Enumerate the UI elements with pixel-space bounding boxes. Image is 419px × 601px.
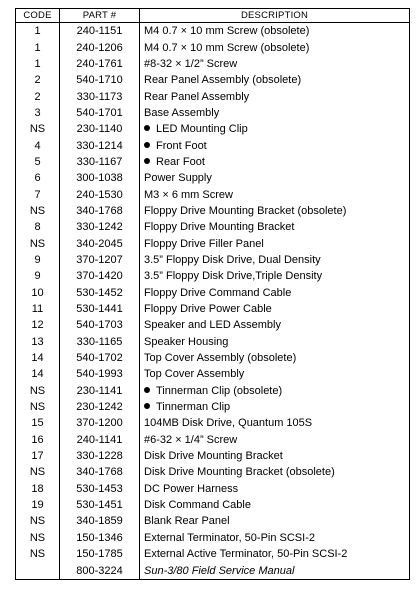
part-number-cell: 540-1701	[60, 105, 140, 121]
description-cell	[140, 268, 410, 284]
description-text: Tinnerman Clip	[156, 401, 231, 414]
description-cell	[140, 186, 410, 202]
part-number-cell: 330-1242	[60, 219, 140, 235]
description-text: Top Cover Assembly (obsolete)	[144, 352, 297, 365]
table-row	[16, 301, 410, 317]
part-number-cell: 340-1768	[60, 464, 140, 480]
description-cell	[140, 366, 410, 382]
part-number-cell: 540-1710	[60, 72, 140, 88]
part-number-cell: 240-1761	[60, 56, 140, 72]
description-text: External Terminator, 50-Pin SCSI-2	[144, 531, 315, 544]
table-row	[16, 252, 410, 268]
bullet-icon	[144, 387, 150, 393]
table-row	[16, 383, 410, 399]
part-number-cell: 370-1420	[60, 268, 140, 284]
part-number-cell: 530-1451	[60, 497, 140, 513]
part-number-cell: 240-1206	[60, 39, 140, 55]
description-text: 3.5” Floppy Disk Drive,Triple Density	[144, 270, 323, 283]
table-row	[16, 350, 410, 366]
part-number-cell: 540-1993	[60, 366, 140, 382]
table-row	[16, 546, 410, 562]
description-text: 104MB Disk Drive, Quantum 105S	[144, 417, 313, 430]
part-number-cell: 370-1207	[60, 252, 140, 268]
description-text: Floppy Drive Filler Panel	[144, 237, 264, 250]
description-text: Speaker and LED Assembly	[144, 319, 281, 332]
header-part-number: PART #	[60, 9, 140, 23]
description-cell	[140, 546, 410, 562]
code-cell: 11	[31, 303, 44, 316]
code-cell: 10	[31, 286, 44, 299]
header-code: CODE	[16, 9, 60, 23]
part-number-cell: 240-1151	[60, 23, 140, 40]
description-cell	[140, 448, 410, 464]
description-cell	[140, 219, 410, 235]
code-cell: NS	[29, 237, 46, 250]
description-cell	[140, 154, 410, 170]
bullet-icon	[144, 158, 150, 164]
description-cell	[140, 121, 410, 137]
table-row	[16, 56, 410, 72]
description-text: Rear Foot	[156, 155, 205, 168]
table-row	[16, 72, 410, 88]
description-text: Power Supply	[144, 172, 212, 185]
table-row	[16, 562, 410, 579]
table-row	[16, 334, 410, 350]
bullet-icon	[144, 403, 150, 409]
part-number-cell: 230-1140	[60, 121, 140, 137]
description-text: 3.5” Floppy Disk Drive, Dual Density	[144, 253, 321, 266]
description-cell	[140, 562, 410, 579]
description-text: #8-32 × 1/2” Screw	[144, 57, 238, 70]
description-text: Floppy Drive Command Cable	[144, 286, 292, 299]
code-cell: 1	[34, 57, 41, 70]
code-cell: 7	[34, 188, 41, 201]
part-number-cell: 340-1768	[60, 203, 140, 219]
description-cell	[140, 334, 410, 350]
description-text: Blank Rear Panel	[144, 515, 230, 528]
description-cell	[140, 481, 410, 497]
description-text: Disk Drive Mounting Bracket	[144, 450, 283, 463]
table-row	[16, 219, 410, 235]
bullet-icon	[144, 125, 150, 131]
code-cell: NS	[29, 466, 46, 479]
part-number-cell: 300-1038	[60, 170, 140, 186]
code-cell: 18	[31, 482, 44, 495]
description-text: Front Foot	[156, 139, 207, 152]
code-cell: 13	[31, 335, 44, 348]
description-cell	[140, 464, 410, 480]
description-cell	[140, 23, 410, 40]
part-number-cell: 330-1228	[60, 448, 140, 464]
code-cell	[16, 562, 60, 579]
part-number-cell: 530-1452	[60, 285, 140, 301]
part-number-cell: 230-1242	[60, 399, 140, 415]
code-cell: 1	[34, 41, 41, 54]
description-cell	[140, 56, 410, 72]
table-row	[16, 170, 410, 186]
part-number-cell: 530-1453	[60, 481, 140, 497]
table-row	[16, 235, 410, 251]
description-text: Tinnerman Clip (obsolete)	[156, 384, 283, 397]
part-number-cell: 240-1141	[60, 432, 140, 448]
description-text: Disk Drive Mounting Bracket (obsolete)	[144, 466, 335, 479]
part-number-cell: 330-1165	[60, 334, 140, 350]
part-number-cell: 340-2045	[60, 235, 140, 251]
table-row	[16, 399, 410, 415]
code-cell: 5	[34, 155, 41, 168]
part-number-cell: 240-1530	[60, 186, 140, 202]
description-text: Rear Panel Assembly (obsolete)	[144, 74, 302, 87]
table-row	[16, 481, 410, 497]
table-row	[16, 121, 410, 137]
table-row	[16, 88, 410, 104]
description-cell	[140, 317, 410, 333]
table-row	[16, 497, 410, 513]
description-cell	[140, 285, 410, 301]
code-cell: 8	[34, 221, 41, 234]
code-cell: 9	[34, 270, 41, 283]
description-text: Disk Command Cable	[144, 499, 251, 512]
part-number-cell: 540-1702	[60, 350, 140, 366]
code-cell: NS	[29, 384, 46, 397]
description-cell	[140, 105, 410, 121]
table-row	[16, 186, 410, 202]
header-row	[16, 9, 410, 23]
table-row	[16, 105, 410, 121]
description-text: #6-32 × 1/4” Screw	[144, 433, 238, 446]
description-cell	[140, 432, 410, 448]
code-cell: 2	[34, 90, 41, 103]
description-text: M4 0.7 × 10 mm Screw (obsolete)	[144, 25, 310, 38]
description-cell	[140, 301, 410, 317]
table-row	[16, 530, 410, 546]
description-cell	[140, 203, 410, 219]
table-row	[16, 23, 410, 40]
parts-table	[15, 8, 410, 580]
code-cell: 9	[34, 253, 41, 266]
code-cell: 2	[34, 74, 41, 87]
part-number-cell: 330-1173	[60, 88, 140, 104]
description-text: M4 0.7 × 10 mm Screw (obsolete)	[144, 41, 310, 54]
part-number-cell: 540-1703	[60, 317, 140, 333]
table-row	[16, 432, 410, 448]
description-text: Top Cover Assembly	[144, 368, 245, 381]
part-number-cell: 150-1346	[60, 530, 140, 546]
code-cell: NS	[29, 401, 46, 414]
part-number-cell: 150-1785	[60, 546, 140, 562]
code-cell: 4	[34, 139, 41, 152]
table-row	[16, 513, 410, 529]
description-cell	[140, 350, 410, 366]
description-text: Floppy Drive Mounting Bracket (obsolete)	[144, 204, 347, 217]
code-cell: 6	[34, 172, 41, 185]
table-row	[16, 203, 410, 219]
header-description: DESCRIPTION	[140, 9, 410, 23]
code-cell: 15	[31, 417, 44, 430]
code-cell: NS	[29, 548, 46, 561]
code-cell: NS	[29, 515, 46, 528]
description-cell	[140, 399, 410, 415]
description-cell	[140, 530, 410, 546]
description-cell	[140, 383, 410, 399]
code-cell: NS	[29, 123, 46, 136]
table-row	[16, 137, 410, 153]
table-row	[16, 285, 410, 301]
part-number-cell: 370-1200	[60, 415, 140, 431]
part-number-cell: 330-1214	[60, 137, 140, 153]
description-cell	[140, 513, 410, 529]
table-row	[16, 39, 410, 55]
table-row	[16, 268, 410, 284]
part-number-cell: 330-1167	[60, 154, 140, 170]
part-number-cell: 230-1141	[60, 383, 140, 399]
description-text: Rear Panel Assembly	[144, 90, 250, 103]
part-number-cell: 530-1441	[60, 301, 140, 317]
table-row	[16, 415, 410, 431]
code-cell: 19	[31, 499, 44, 512]
parts-table-body	[16, 23, 410, 580]
part-number-cell: 340-1859	[60, 513, 140, 529]
description-text: LED Mounting Clip	[156, 123, 248, 136]
table-row	[16, 464, 410, 480]
description-cell	[140, 88, 410, 104]
description-cell	[140, 170, 410, 186]
code-cell: 12	[31, 319, 44, 332]
code-cell: 17	[31, 450, 44, 463]
code-cell: 16	[31, 433, 44, 446]
table-row	[16, 317, 410, 333]
description-cell	[140, 415, 410, 431]
description-text: Base Assembly	[144, 106, 220, 119]
description-cell	[140, 235, 410, 251]
table-row	[16, 448, 410, 464]
description-text: M3 × 6 mm Screw	[144, 188, 233, 201]
code-cell: 3	[34, 106, 41, 119]
description-text: Floppy Drive Power Cable	[144, 303, 272, 316]
description-cell	[140, 497, 410, 513]
code-cell: NS	[29, 204, 46, 217]
description-cell	[140, 252, 410, 268]
description-text: Speaker Housing	[144, 335, 229, 348]
code-cell: 1	[34, 25, 41, 38]
description-cell	[140, 39, 410, 55]
bullet-icon	[144, 142, 150, 148]
description-text: Sun-3/80 Field Service Manual	[144, 564, 295, 577]
table-row	[16, 154, 410, 170]
code-cell: NS	[29, 531, 46, 544]
description-text: Floppy Drive Mounting Bracket	[144, 221, 295, 234]
description-cell	[140, 72, 410, 88]
description-text: DC Power Harness	[144, 482, 239, 495]
description-text: External Active Terminator, 50-Pin SCSI-2	[144, 548, 348, 561]
description-cell	[140, 137, 410, 153]
code-cell: 14	[31, 368, 44, 381]
part-number-cell: 800-3224	[60, 562, 140, 579]
code-cell: 14	[31, 352, 44, 365]
table-row	[16, 366, 410, 382]
